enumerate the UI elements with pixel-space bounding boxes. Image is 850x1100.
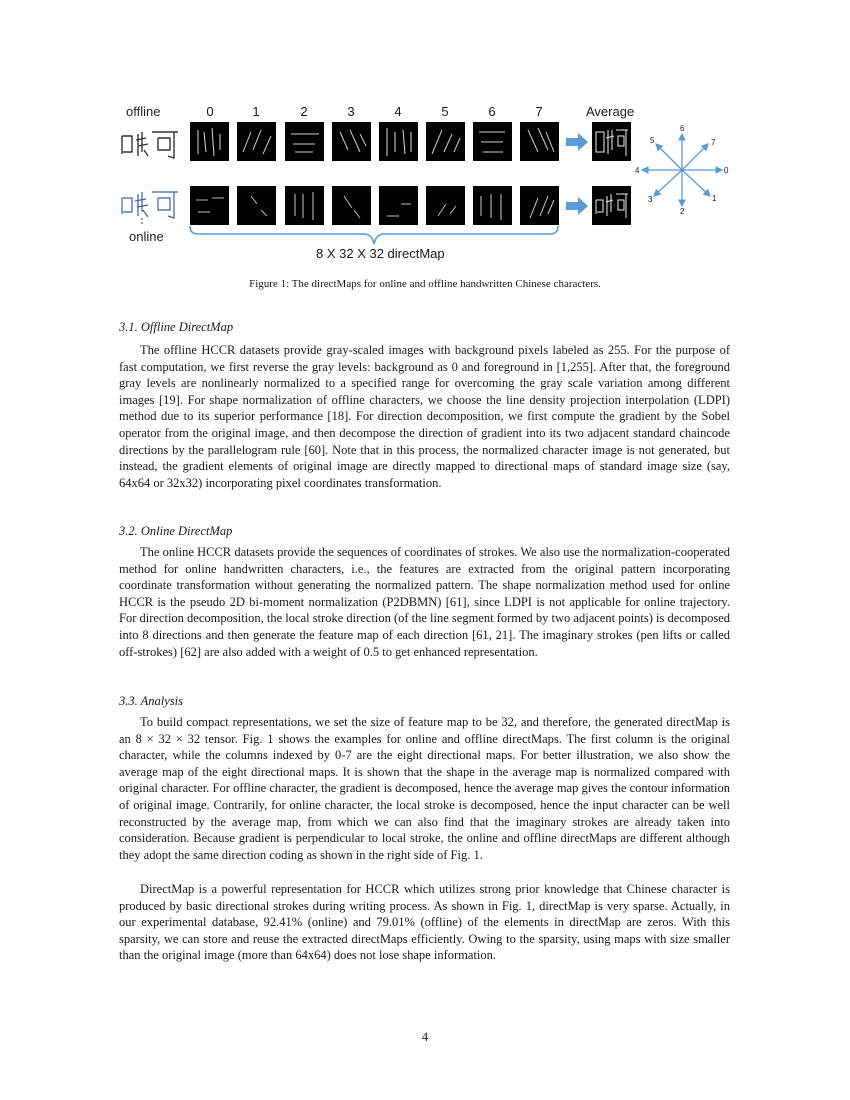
- compass-label-6: 6: [680, 124, 685, 133]
- page-number: 4: [421, 1030, 429, 1044]
- offline-map-5: [426, 122, 465, 161]
- online-map-7: [520, 186, 559, 225]
- direction-5-arrow: [656, 144, 682, 170]
- section-title-online: 3.2. Online DirectMap: [119, 524, 233, 538]
- column-index-0: 0: [206, 104, 214, 119]
- offline-average-map: [592, 122, 631, 161]
- direction-3-arrow: [654, 170, 682, 196]
- offline-map-6: [473, 122, 512, 161]
- online-map-5: [426, 186, 465, 225]
- paragraph-offline: The offline HCCR datasets provide gray-scaled images with background pixels labeled as 255. For the purpose of fast computation, we first reverse the gray levels: background as 0 and foreground in [1,255]. After that, the foreground gray levels are nonlinearly normalized to a specified range for overcoming the gray scale variation among different images [19]. For shape normalization of offline characters, we choose the line density projection interpolation (LDPI) method due to its superior performance [18]. For direction decomposition, we first compute the gradient by the Sobel operator from the original image, and then decompose the direction of gradient into its two adjacent standard chaincode directions by the parallelogram rule [60]. Note that in this process, the normalized character image is not generated, but instead, the gradient elements of original image are directly mapped to directional maps of standard image size (say, 64x64 or 32x32) incorporating pixel coordinates transformation.: [119, 343, 730, 490]
- column-index-7: 7: [535, 104, 543, 119]
- compass-label-7: 7: [711, 138, 716, 147]
- compass-label-0: 0: [724, 166, 729, 175]
- figure-1: [0, 0, 850, 300]
- paragraph-online: The online HCCR datasets provide the sequences of coordinates of strokes. We also use the normalization-cooperated method for online handwritten characters, i.e., the features are extracted from the original pattern incorporating coordinate transformation without generating the normalized pattern. The shape normalization method used for online HCCR is the pseudo 2D bi-moment normalization (P2DBMN) [61], since LDPI is not applicable for online trajectory. For direction decomposition, the local stroke direction (of the line segment formed by two adjacent points) is decomposed into 8 directions and then generate the feature map of each direction [61, 21]. The imaginary strokes (pen lifts or called off-strokes) [62] are also added with a weight of 0.5 to get enhanced representation.: [119, 545, 730, 659]
- column-index-4: 4: [394, 104, 402, 119]
- offline-map-4: [379, 122, 418, 161]
- online-map-3: [332, 186, 371, 225]
- offline-character-image: [118, 124, 182, 160]
- online-map-0: [190, 186, 229, 225]
- offline-map-3: [332, 122, 371, 161]
- paragraph-analysis-2: DirectMap is a powerful representation for HCCR which utilizes strong prior knowledge that Chinese character is produced by basic directional strokes during writing process. As shown in Fig. 1, directMap is very sparse. Actually, in our experimental database, 92.41% (online) and 79.01% (offline) of the elements in directMap are zeros. With this sparsity, we can store and reuse the extracted directMaps efficiently. Owing to the sparsity, using maps with size smaller than the original image (more than 64x64) does not lose shape information.: [119, 882, 730, 963]
- online-arrow-icon: [566, 197, 588, 215]
- column-index-5: 5: [441, 104, 449, 119]
- online-map-6: [473, 186, 512, 225]
- compass-label-4: 4: [635, 166, 640, 175]
- compass-label-1: 1: [712, 194, 717, 203]
- column-index-3: 3: [347, 104, 355, 119]
- average-label: Average: [586, 104, 635, 119]
- column-index-1: 1: [252, 104, 260, 119]
- offline-map-0: [190, 122, 229, 161]
- online-map-4: [379, 186, 418, 225]
- figure-caption: Figure 1: The directMaps for online and offline handwritten Chinese characters.: [249, 278, 601, 290]
- column-index-2: 2: [300, 104, 308, 119]
- offline-arrow-icon: [566, 133, 588, 151]
- online-map-2: [285, 186, 324, 225]
- direction-compass-diagram: [632, 120, 732, 220]
- online-character-image: [118, 186, 182, 226]
- online-map-1: [237, 186, 276, 225]
- directmap-size-label: 8 X 32 X 32 directMap: [316, 246, 445, 261]
- section-title-analysis: 3.3. Analysis: [119, 694, 184, 708]
- compass-label-2: 2: [680, 207, 685, 216]
- column-index-6: 6: [488, 104, 496, 119]
- section-title-offline: 3.1. Offline DirectMap: [119, 320, 234, 334]
- offline-map-1: [237, 122, 276, 161]
- online-label: online: [129, 229, 164, 244]
- offline-map-7: [520, 122, 559, 161]
- offline-label: offline: [126, 104, 161, 119]
- compass-label-3: 3: [648, 195, 653, 204]
- direction-7-arrow: [682, 144, 708, 170]
- paragraph-analysis-1: To build compact representations, we set the size of feature map to be 32, and therefore, the generated directMap is an 8 × 32 × 32 tensor. Fig. 1 shows the examples for online and offline directMaps. The first column is the original character, while the columns indexed by 0-7 are the eight directional maps. For better illustration, we also show the average map of the eight directional maps. It is shown that the shape in the average map is normalized compared with original character. For offline character, the gradient is decomposed, hence the average map gives the contour information of original image. Contrarily, for online character, the local stroke is decomposed, hence the input character can be well reconstructed by the average map, from which we can also find that the imaginary strokes are already taken into consideration. Because gradient is perpendicular to local stroke, the online and offline directMaps are different although they adopt the same direction coding as shown in the right side of Fig. 1.: [119, 715, 730, 862]
- offline-map-2: [285, 122, 324, 161]
- directmap-brace: [188, 224, 560, 246]
- direction-1-arrow: [682, 170, 710, 196]
- compass-label-5: 5: [650, 136, 655, 145]
- online-average-map: [592, 186, 631, 225]
